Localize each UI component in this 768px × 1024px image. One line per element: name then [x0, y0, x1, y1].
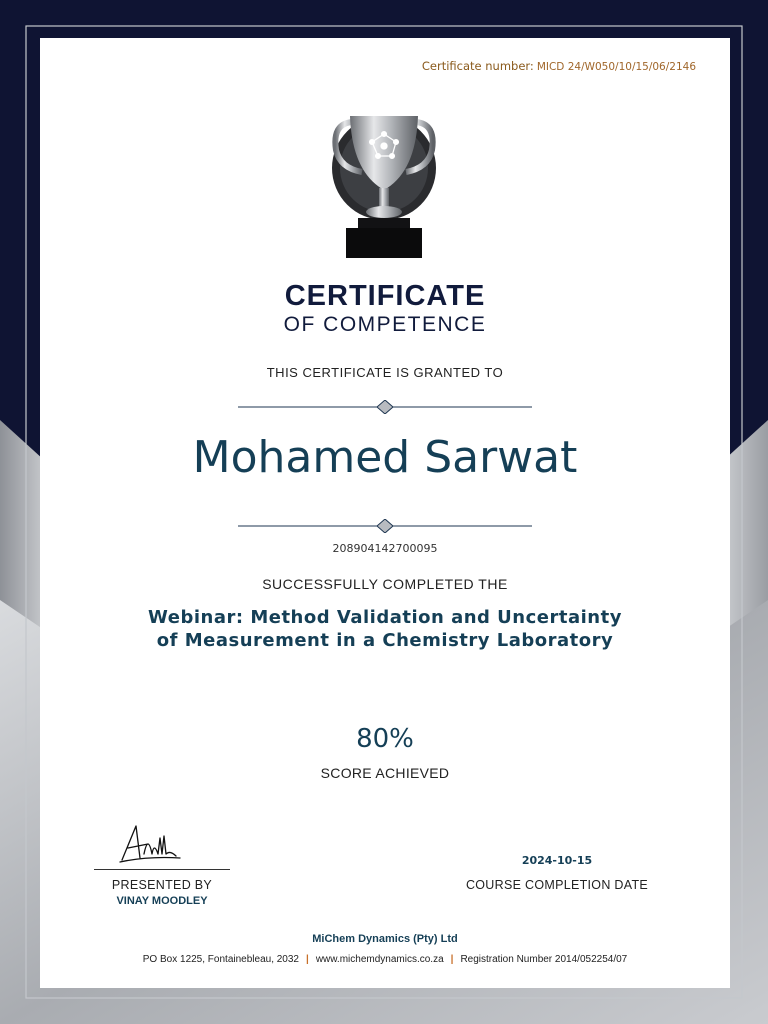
score-label: SCORE ACHIEVED — [320, 765, 450, 781]
presenter-name: VINAY MOODLEY — [116, 895, 208, 907]
granted-to-label: THIS CERTIFICATE IS GRANTED TO — [266, 365, 504, 380]
footer-website[interactable]: www.michemdynamics.co.za — [315, 954, 444, 965]
top-divider — [238, 400, 532, 414]
recipient-name: Mohamed Sarwat — [192, 432, 578, 483]
certificate-title: CERTIFICATE — [284, 280, 486, 312]
footer-separator: | — [450, 954, 454, 965]
presented-by-label: PRESENTED BY — [111, 878, 213, 892]
score-value: 80% — [356, 724, 414, 754]
diamond-icon — [377, 519, 393, 533]
certificate-number-value: MICD 24/W050/10/15/06/2146 — [536, 61, 696, 73]
completion-date: 2024-10-15 — [521, 854, 593, 867]
footer-separator: | — [306, 954, 309, 965]
certificate-subtitle: OF COMPETENCE — [283, 313, 487, 336]
company-name: MiChem Dynamics (Pty) Ltd — [312, 933, 458, 945]
course-title-line1: Webinar: Method Validation and Uncertainty — [148, 607, 622, 628]
footer-address: PO Box 1225, Fontainebleau, 2032 — [142, 954, 299, 965]
certificate-number — [422, 59, 696, 73]
course-title — [40, 606, 730, 652]
recipient-id-number: 208904142700095 — [332, 542, 438, 555]
signature-mark — [118, 820, 184, 868]
footer-contact — [40, 954, 730, 965]
diamond-icon — [377, 400, 393, 414]
bottom-divider — [238, 519, 532, 533]
trophy-icon — [324, 110, 444, 262]
footer-registration: Registration Number 2014/052254/07 — [460, 954, 628, 965]
completion-date-label: COURSE COMPLETION DATE — [465, 878, 649, 892]
signature-line — [94, 869, 230, 870]
completed-label: SUCCESSFULLY COMPLETED THE — [262, 576, 508, 592]
course-title-line2: of Measurement in a Chemistry Laboratory — [156, 630, 614, 651]
certificate-number-label: Certificate number: — [421, 59, 534, 73]
